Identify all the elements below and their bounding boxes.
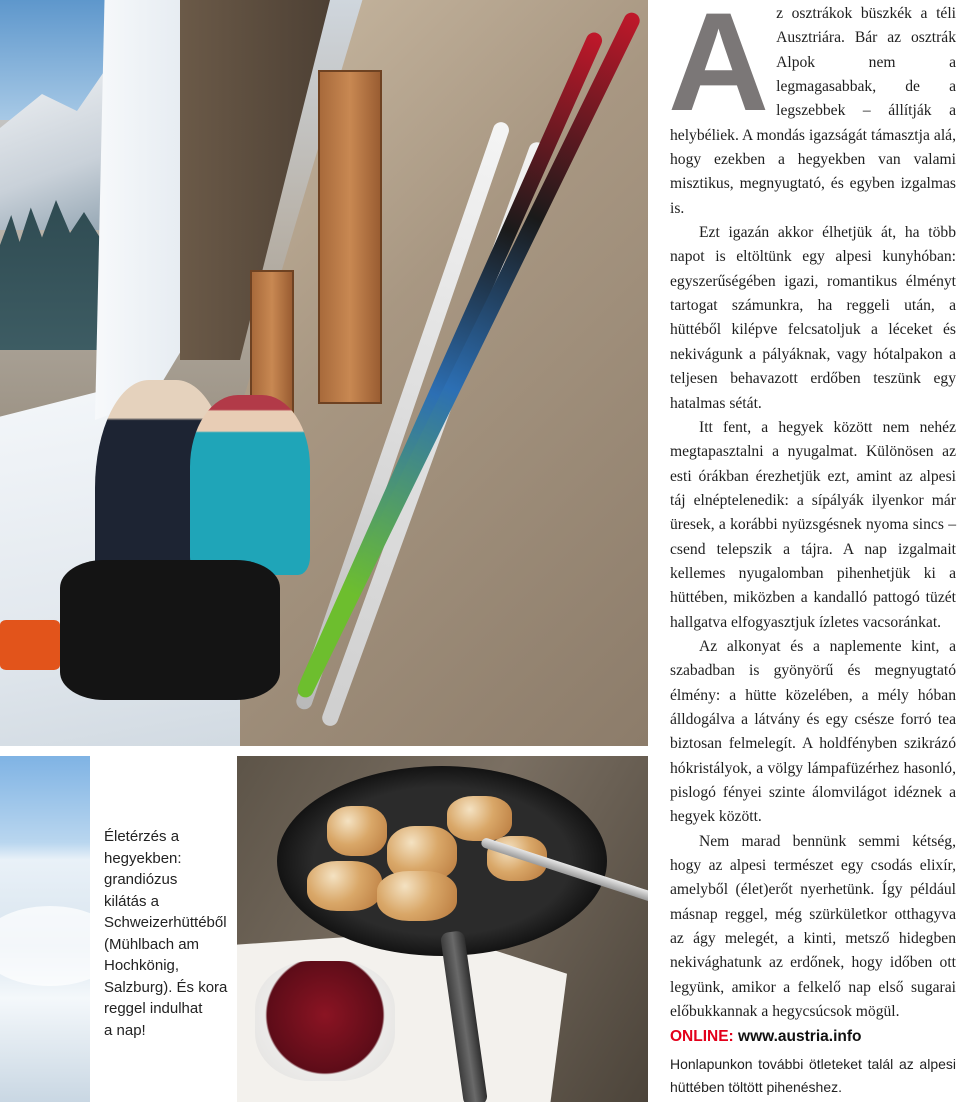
caption-line: Hochkönig, bbox=[104, 957, 180, 974]
window-shutter bbox=[250, 270, 294, 414]
caption-line: reggel indulhat bbox=[104, 1000, 203, 1017]
pancake-piece bbox=[307, 861, 382, 911]
snow-drift bbox=[0, 906, 90, 986]
website-link[interactable]: www.austria.info bbox=[738, 1028, 862, 1045]
article-body bbox=[670, 2, 956, 1024]
online-description: Honlapunkon további ötleteket talál az alpesi hüttében töltött pihenéshez. bbox=[670, 1056, 956, 1095]
online-label: ONLINE: bbox=[670, 1028, 734, 1045]
caption-line: grandiózus bbox=[104, 871, 178, 888]
article-paragraph: Itt fent, a hegyek között nem nehéz megtapasztalni a nyugalmat. Különösen az esti órákban érezhetjük ezt, amint az alpesi táj elnéptelenedik: a sípályák ilyenkor már üresek, a korábbi nyüzsgésnek nyoma sincs – csend telepszik a tájra. A nap izgalmait kellemes nyugalomban pihenhetjük ki a hüttében, miközben a kandalló pattogó tüzét hallgatva elfogyasztjuk ízletes vacsoránkat. bbox=[670, 418, 956, 631]
article-paragraph: Ezt igazán akkor élhetjük át, ha több napot is eltöltünk egy alpesi kunyhóban: egyszerűségében igazi, romantikus élményt tartogat számunkra, ha reggeli után, a hüttéből kilépve felcsatoljuk a léceket és nekivágunk a pályáknak, vagy hótalpakon a teljesen behavazott erdőben teszünk egy hatalmas sétát. bbox=[670, 224, 956, 412]
drop-cap: A bbox=[668, 0, 770, 140]
caption-line: Schweizerhüttéből bbox=[104, 914, 227, 931]
pancake-piece bbox=[327, 806, 387, 856]
photo-caption bbox=[104, 826, 232, 1041]
caption-line: a nap! bbox=[104, 1021, 146, 1039]
caption-line: hegyekben: bbox=[104, 849, 182, 867]
caption-line: kilátás a bbox=[104, 892, 160, 910]
article-paragraph: Az alkonyat és a naplemente kint, a szabadban is gyönyörű és megnyugtató élmény: a hütte közelében, a mély hóban álldogálva a látvány és egy csésze forró tea biztosan felmelegít. A holdfényben szikrázó hókristályok, a völgy lámpafüzérhez hasonló, pislogó fényei szinte álomvilágot idéznek a hegyek között. bbox=[670, 637, 956, 826]
kaiserschmarrn-photo bbox=[237, 756, 648, 1102]
person-woman bbox=[190, 395, 310, 575]
roof-snow bbox=[95, 0, 190, 420]
article-paragraph: Nem marad bennünk semmi kétség, hogy az alpesi természet egy csodás elixír, amelyből (élet)erőt nyerhetünk. Így például másnap reggel, még szürkületkor otthagyva az ágy melegét, a kinti, metsző hidegben nekivághatunk az erdőnek, hogy időben ott legyünk, amikor a felkelő nap első sugarai előbukkannak a hegycsúcsok mögül. bbox=[670, 832, 956, 1021]
caption-line: (Mühlbach am bbox=[104, 935, 200, 953]
pancake-piece bbox=[377, 871, 457, 921]
paragraph-text: z osztrákok büszkék a téli Ausztriára. Bár az osztrák Alpok nem a legmagasabbak, de a legszebbek – állítják a helybéliek. A mondás igazságát támasztja alá, hogy ezekben a hegyekben van valami misztikus, megnyugtató, és egyben izgalmas is. bbox=[670, 5, 956, 217]
online-line bbox=[670, 1028, 960, 1046]
caption-line: Életérzés a bbox=[104, 828, 180, 845]
article-paragraph bbox=[670, 2, 956, 221]
ski-boot bbox=[0, 620, 60, 670]
legs bbox=[60, 560, 280, 700]
caption-line: Salzburg). És kora bbox=[104, 978, 228, 996]
hero-photo-ski-hut bbox=[0, 0, 648, 746]
window-shutter bbox=[318, 70, 382, 404]
pancake-piece bbox=[447, 796, 512, 841]
snow-landscape-photo bbox=[0, 756, 90, 1102]
cherry-bowl bbox=[255, 961, 395, 1081]
